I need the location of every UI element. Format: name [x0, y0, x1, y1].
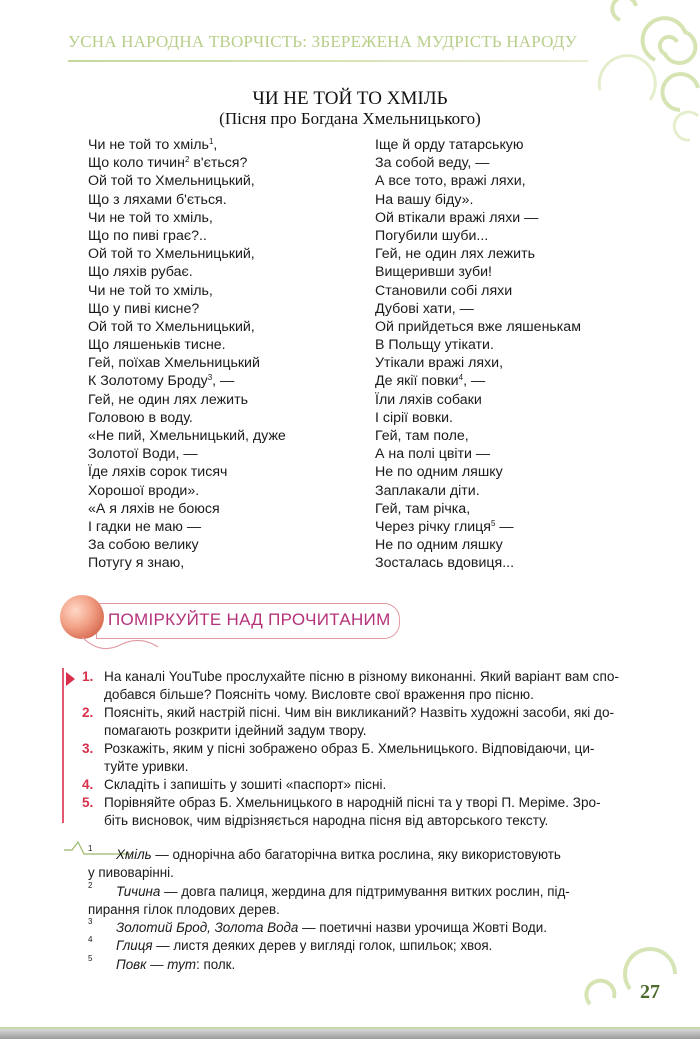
- poem-line: А все тото, вражі ляхи,: [375, 173, 526, 190]
- poem-line: Погубили шуби...: [375, 227, 489, 244]
- poem-line: В Польщу утікати.: [375, 337, 494, 354]
- poem-line: «Не пий, Хмельницький, дуже: [88, 428, 286, 444]
- footnote-text: — довга палиця, жердина для підтримування витких рослин, під-: [160, 883, 570, 899]
- poem-line: Де якії повки$^4$, —: [375, 373, 486, 390]
- task-item: [82, 668, 622, 704]
- footnote: [88, 919, 570, 937]
- footnote: [88, 846, 570, 883]
- poem-line: Що у пиві кисне?: [88, 300, 200, 317]
- poem-line: Що коло тичин$^2$ в'ється?: [88, 155, 248, 172]
- footer-bar: [0, 1029, 700, 1039]
- footnote-term: Золотий Брод, Золота Вода: [116, 920, 299, 936]
- poem-line: І сірії вовки.: [375, 409, 453, 426]
- footnote-number: 2: [88, 880, 93, 890]
- footnote-text: : полк.: [196, 956, 236, 972]
- poem-line: Гей, там поле,: [375, 428, 469, 444]
- poem-line: Заплакали діти.: [375, 482, 480, 499]
- poem-line: Ой той то Хмельницький,: [88, 246, 255, 263]
- poem-line: Їде ляхів сорок тисяч: [88, 464, 228, 481]
- poem-line: Утікали вражі ляхи,: [375, 355, 504, 372]
- poem-line: На вашу біду».: [375, 191, 474, 208]
- footnote-number: 3: [88, 917, 93, 927]
- task-text: Поясніть, який настрій пісні. Чим він викликаний? Назвіть художні засоби, які до-: [104, 705, 615, 720]
- poem-line: Чи не той то хміль$^1$,: [88, 137, 218, 153]
- poem-line: Що з ляхами б'ється.: [88, 191, 227, 208]
- footnote: [88, 937, 570, 955]
- poem-line: За собой веду, —: [375, 155, 490, 172]
- task-item: [82, 794, 622, 830]
- poem-line: Гей, поїхав Хмельницький: [88, 355, 260, 372]
- poem-line: А на полі цвіти —: [375, 446, 491, 463]
- tasks-marker-icon: [66, 672, 75, 686]
- poem-line: Гей, там річка,: [375, 500, 471, 517]
- task-item: [82, 776, 622, 794]
- task-text: Розкажіть, яким у пісні зображено образ Б. Хмельницького. Відповідаючи, ци-: [104, 741, 595, 756]
- banner-curl-ornament: [80, 633, 160, 655]
- footnote-term: Глиця: [116, 938, 153, 954]
- poem-line: Становили собі ляхи: [375, 282, 513, 299]
- task-item: [82, 704, 622, 740]
- page-number: 27: [640, 981, 660, 1003]
- poem-line: За собою велику: [88, 537, 199, 554]
- poem-line: Що ляшеньків тисне.: [88, 337, 226, 354]
- task-text: Складіть і запишіть у зошиті «паспорт» пісні.: [104, 777, 387, 792]
- task-number: 5.: [82, 795, 94, 810]
- footnote-text: — листя деяких дерев у вигляді голок, шпильок; хвоя.: [152, 938, 493, 954]
- footnotes: [88, 846, 570, 974]
- poem-line: Не по одним ляшку: [375, 537, 503, 554]
- task-text: На каналі YouTube прослухайте пісню в різному виконанні. Який варіант вам спо-: [104, 669, 619, 684]
- task-item: [82, 740, 622, 776]
- poem-line: Гей, не один лях лежить: [375, 246, 535, 263]
- task-text: добався більше? Поясніть чому. Висловте свої враження про пісню.: [104, 687, 534, 702]
- poem-subtitle: (Пісня про Богдана Хмельницького): [219, 109, 481, 128]
- poem-line: Дубові хати, —: [375, 300, 474, 317]
- poem-line: Чи не той то хміль,: [88, 282, 213, 299]
- footnote-number: 1: [88, 844, 93, 853]
- footnote: [88, 880, 570, 920]
- poem-left-column: [88, 136, 286, 573]
- poem-line: К Золотому Броду$^3$, —: [88, 373, 235, 390]
- task-number: 3.: [82, 741, 94, 756]
- poem-line: Ой той то Хмельницький,: [88, 318, 255, 335]
- poem-line: Вищеривши зуби!: [375, 264, 492, 281]
- task-list: [82, 668, 622, 830]
- task-text: Порівняйте образ Б. Хмельницького в народній пісні та у творі П. Меріме. Зро-: [104, 795, 601, 810]
- poem-line: Ой прийдеться вже ляшенькам: [375, 318, 581, 335]
- poem-line: Через річку глиця$^5$ —: [375, 518, 514, 535]
- tasks-margin-line: [62, 668, 64, 823]
- poem-line: Що ляхів рубає.: [88, 264, 193, 281]
- task-text: біть висновок, чим відрізняється народна пісня від авторського тексту.: [104, 813, 549, 828]
- poem-line: Що по пиві грає?..: [88, 227, 207, 244]
- poem-line: «А я ляхів не боюся: [88, 500, 220, 517]
- task-number: 1.: [82, 669, 94, 684]
- poem-line: Ой втікали вражі ляхи —: [375, 209, 539, 226]
- task-number: 2.: [82, 705, 94, 720]
- poem-line: Хорошої вроди».: [88, 482, 200, 499]
- footnote-text: — поетичні назви урочища Жовті Води.: [298, 920, 547, 936]
- poem-line: Їли ляхів собаки: [375, 391, 482, 408]
- task-text: туйте уривки.: [104, 759, 189, 774]
- poem-line: Зосталась вдовиця...: [375, 555, 515, 572]
- running-header: УСНА НАРОДНА ТВОРЧІСТЬ: ЗБЕРЕЖЕНА МУДРІСТЬ НАРОДУ: [68, 32, 577, 51]
- poem-right-column: [375, 136, 581, 573]
- poem-line: Не по одним ляшку: [375, 464, 503, 481]
- footnote-text: у пивоварінні.: [88, 865, 174, 881]
- footnote-text: пирання гілок плодових дерев.: [88, 901, 280, 917]
- poem-title: ЧИ НЕ ТОЙ ТО ХМІЛЬ: [252, 88, 448, 109]
- poem-line: Потугу я знаю,: [88, 555, 185, 572]
- poem-line: Ой той то Хмельницький,: [88, 173, 255, 190]
- footnote-text: — однорічна або багаторічна витка рослина, яку використовують: [151, 847, 561, 862]
- poem-line: Чи не той то хміль,: [88, 209, 213, 226]
- footnote-number: 5: [88, 953, 93, 963]
- footnote-number: 4: [88, 935, 93, 945]
- poem-line: Іще й орду татарськую: [375, 137, 524, 153]
- task-number: 4.: [82, 777, 94, 792]
- footnote-term: Тичина: [116, 883, 161, 899]
- poem-line: Золотої Води, —: [88, 446, 198, 463]
- section-title: ПОМІРКУЙТЕ НАД ПРОЧИТАНИМ: [108, 610, 391, 629]
- poem-line: Головою в воду.: [88, 409, 193, 426]
- footnote-term: Повк — тут: [116, 956, 197, 972]
- footnote-term: Хміль: [116, 847, 152, 862]
- poem-line: І гадки не маю —: [88, 518, 202, 535]
- header-rule: [68, 60, 588, 62]
- task-text: помагають розкрити ідейний задум твору.: [104, 723, 367, 738]
- poem-line: Гей, не один лях лежить: [88, 391, 248, 408]
- section-banner: [60, 593, 405, 653]
- footnote: [88, 953, 570, 974]
